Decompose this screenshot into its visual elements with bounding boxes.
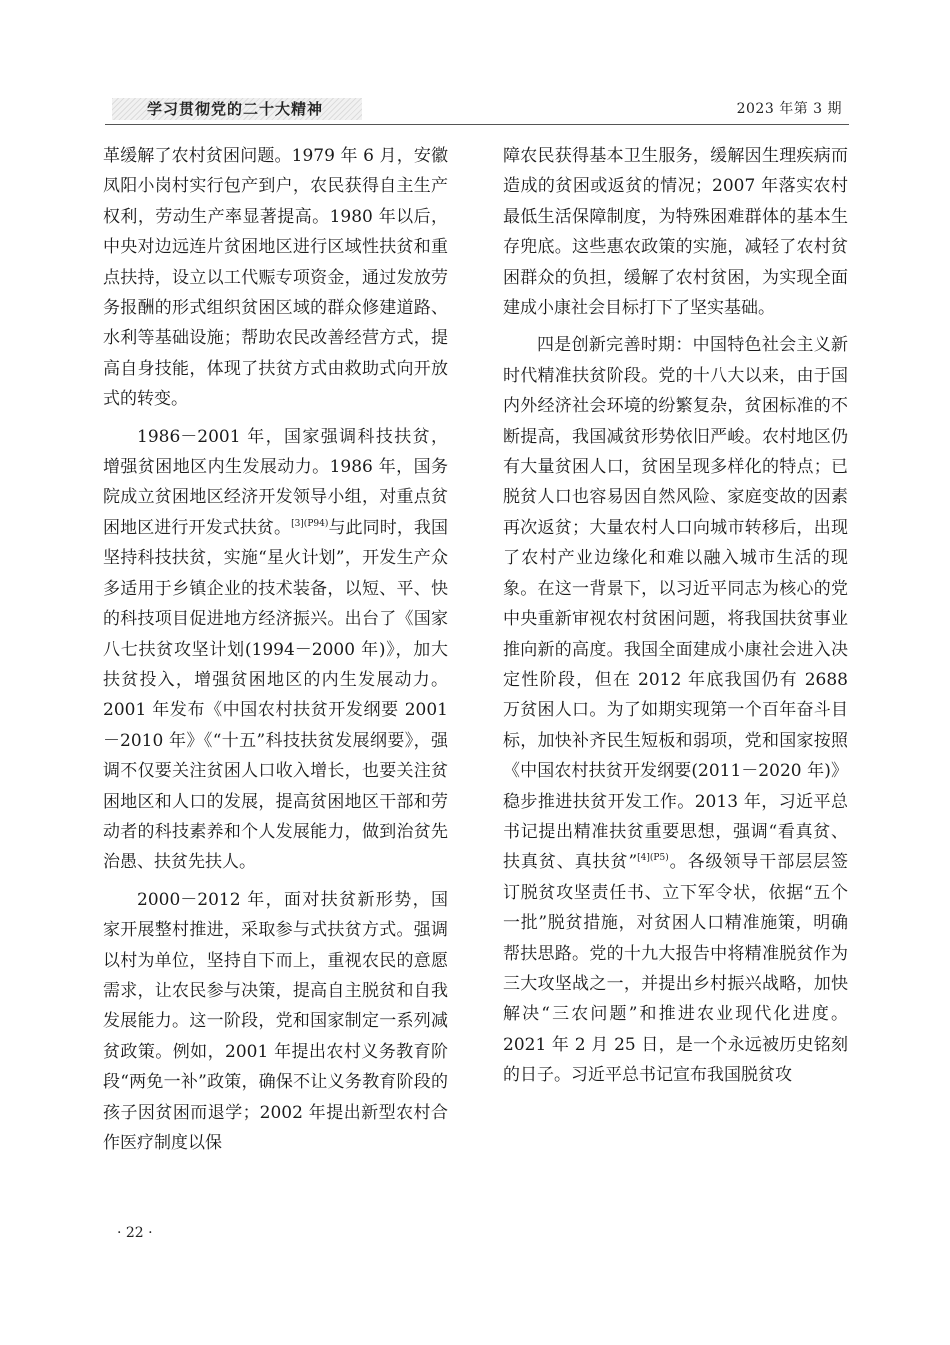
running-header-title: 学习贯彻党的二十大精神 bbox=[147, 100, 324, 118]
paragraph-continued: 革缓解了农村贫困问题。1979 年 6 月，安徽凤阳小岗村实行包产到户，农民获得自主生产权利，劳动生产率显著提高。1980 年以后，中央对边远连片贫困地区进行区域性扶贫和重点扶持，设立以工代赈专项资金，通过发放劳务报酬的形式组织贫困区域的群众修建道路、水利等基础设施；帮助农民改善经营方式，提高自身技能，体现了扶贫方式由救助式向开放式的转变。 bbox=[103, 146, 448, 410]
running-header-issue: 2023 年第 3 期 bbox=[736, 101, 842, 117]
paragraph-2000-2012: 2000－2012 年，面对扶贫新形势，国家开展整村推进，采取参与式扶贫方式。强调以村为单位，坚持自下而上，重视农民的意愿需求，让农民参与决策，提高自主脱贫和自我发展能力。这一阶段，党和国家制定一系列减贫政策。例如，2001 年提出农村义务教育阶段“两免一补”政策，确保不让义务教育阶段的孩子因贫困而退学；2002 年提出新型农村合作医疗制度以保 bbox=[103, 889, 448, 1153]
page-number: · 22 · bbox=[117, 1225, 153, 1241]
paragraph-text: 与此同时，我国坚持科技扶贫，实施“星火计划”，开发生产众多适用于乡镇企业的技术装备，以短、平、快的科技项目促进地方经济振兴。出台了《国家八七扶贫攻坚计划(1994－2000 年)》，加大扶贫投入，增强贫困地区的内生发展动力。2001 年发布《中国农村扶贫开发纲要 2001－2010 年》《“十五”科技扶贫发展纲要》，强调不仅要关注贫困人口收入增长，也要关注贫困地区和人口的发展，提高贫困地区干部和劳动者的科技素养和个人发展能力，做到治贫先治愚、扶贫先扶人。 bbox=[103, 517, 449, 873]
paragraph-continued: 障农民获得基本卫生服务，缓解因生理疾病而造成的贫困或返贫的情况；2007 年落实农村最低生活保障制度，为特殊困难群体的基本生存兜底。这些惠农政策的实施，减轻了农村贫困群众的负担，缓解了农村贫困，为实现全面建成小康社会目标打下了坚实基础。 bbox=[503, 146, 848, 319]
header-divider bbox=[105, 124, 849, 125]
citation-ref[interactable]: [3](P94) bbox=[291, 518, 329, 529]
left-column bbox=[103, 141, 448, 1158]
paragraph-text: 四是创新完善时期：中国特色社会主义新时代精准扶贫阶段。党的十八大以来，由于国内外经济社会环境的纷繁复杂，贫困标准的不断提高，我国减贫形势依旧严峻。农村地区仍有大量贫困人口，贫困呈现多样化的特点；已脱贫人口也容易因自然风险、家庭变故的因素再次返贫；大量农村人口向城市转移后，出现了农村产业边缘化和难以融入城市生活的现象。在这一背景下，以习近平同志为核心的党中央重新审视农村贫困问题，将我国扶贫事业推向新的高度。我国全面建成小康社会进入决定性阶段，但在 2012 年底我国仍有 2688 万贫困人口。为了如期实现第一个百年奋斗目标，加快补齐民生短板和弱项，党和国家按照《中国农村扶贫开发纲要(2011－2020 年)》稳步推进扶贫开发工作。2013 年，习近平总书记提出精准扶贫重要思想，强调“看真贫、扶真贫、真扶贫” bbox=[503, 335, 848, 873]
right-column bbox=[503, 141, 848, 1091]
paragraph-fourth-period bbox=[503, 330, 848, 1090]
paragraph-text: 1986－2001 年，国家强调科技扶贫，增强贫困地区内生发展动力。1986 年，国务院成立贫困地区经济开发领导小组，对重点贫困地区进行开发式扶贫。 bbox=[103, 426, 448, 538]
paragraph-1986-2001 bbox=[103, 422, 448, 878]
paragraph-text: 。各级领导干部层层签订脱贫攻坚责任书、立下军令状，依据“五个一批”脱贫措施，对贫困人口精准施策，明确帮扶思路。党的十九大报告中将精准脱贫作为三大攻坚战之一，并提出乡村振兴战略，加快解决“三农问题”和推进农业现代化进度。2021 年 2 月 25 日，是一个永远被历史铭刻的日子。习近平总书记宣布我国脱贫攻 bbox=[503, 852, 848, 1086]
citation-ref[interactable]: [4](P5) bbox=[637, 853, 669, 864]
